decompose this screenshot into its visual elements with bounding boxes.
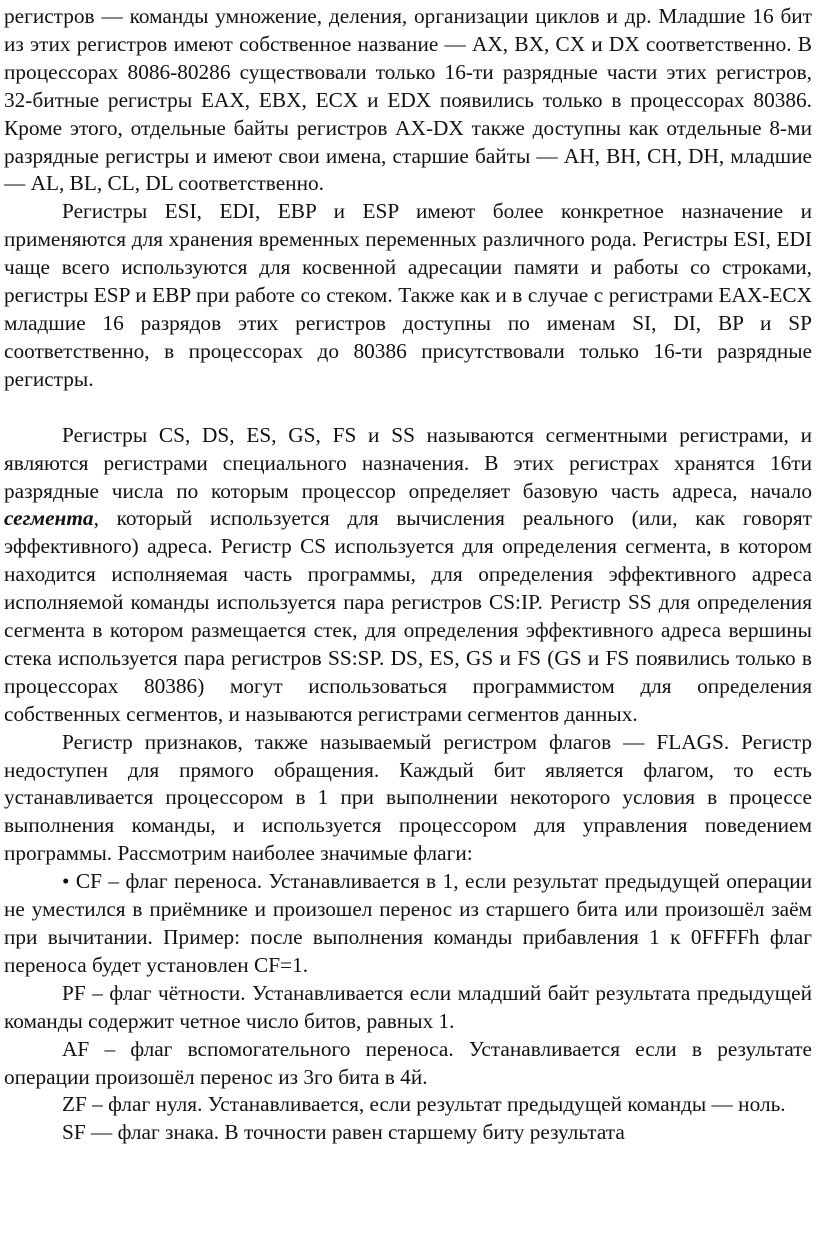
- paragraph-flag-cf: • CF – флаг переноса. Устанавливается в 1, если результат предыдущей операции не уместился в приёмнике и произошел перенос из старшего бита или произошёл заём при вычитании. Пример: после выполнения команды прибавления 1 к 0FFFFh флаг переноса будет установлен CF=1.: [4, 869, 812, 977]
- paragraph-gap: [4, 394, 812, 422]
- paragraph-index-registers: Регистры ESI, EDI, EBP и ESP имеют более конкретное назначение и применяются для хранения временных переменных различного рода. Регистры ESI, EDI чаще всего используются для косвенной адресации памяти и работы со строками, регистры ESP и EBP при работе со стеком. Также как и в случае с регистрами EAX-ECX младшие 16 разрядов этих регистров доступны по именам SI, DI, BP и SP соответственно, в процессорах до 80386 присутствовали только 16-ти разрядные регистры.: [4, 199, 812, 391]
- paragraph-flag-sf: SF — флаг знака. В точности равен старшему биту результата: [62, 1120, 625, 1145]
- paragraph-flag-af: AF – флаг вспомогательного переноса. Устанавливается если в результате операции произошёл перенос из 3го бита в 4й.: [4, 1036, 812, 1089]
- paragraph-flag-pf: PF – флаг чётности. Устанавливается если младший байт результата предыдущей команды содержит четное число битов, равных 1.: [4, 980, 812, 1033]
- term-segment: сегмента: [4, 506, 94, 531]
- paragraph-general-registers: регистров — команды умножение, деления, организации циклов и др. Младшие 16 бит из этих регистров имеют собственное название — AX, BX, CX и DX соответственно. В процессорах 8086-80286 существовали только 16-ти разрядные части этих регистров, 32-битные регистры EAX, EBX, ECX и EDX появились только в процессорах 80386. Кроме этого, отдельные байты регистров AX-DX также доступны как отдельные 8-ми разрядные регистры и имеют свои имена, старшие байты — AH, BH, CH, DH, младшие — AL, BL, CL, DL соответственно.: [4, 4, 812, 196]
- paragraph-flag-zf: ZF – флаг нуля. Устанавливается, если результат предыдущей команды — ноль.: [62, 1092, 786, 1117]
- segment-text-before: Регистры CS, DS, ES, GS, FS и SS называются сегментными регистрами, и являются регистрами специального назначения. В этих регистрах хранятся 16ти разрядные числа по которым процессор определяет базовую часть адреса, начало: [4, 422, 812, 503]
- segment-text-after: , который используется для вычисления реального (или, как говорят эффективного) адреса. Регистр CS используется для определения сегмента, в котором находится исполняемая часть программы, для определения эффективного адреса исполняемой команды используется пара регистров CS:IP. Регистр SS для определения сегмента в котором размещается стек, для определения эффективного адреса вершины стека используется пара регистров SS:SP. DS, ES, GS и FS (GS и FS появились только в процессорах 80386) могут использоваться программистом для определения собственных сегментов, и называются регистрами сегментов данных.: [4, 506, 812, 726]
- paragraph-segment-registers: [4, 422, 812, 729]
- paragraph-flags-register: Регистр признаков, также называемый регистром флагов — FLAGS. Регистр недоступен для прямого обращения. Каждый бит является флагом, то есть устанавливается процессором в 1 при выполнении некоторого условия в процессе выполнения команды, и используется процессором для управления поведением программы. Рассмотрим наиболее значимые флаги:: [4, 729, 812, 866]
